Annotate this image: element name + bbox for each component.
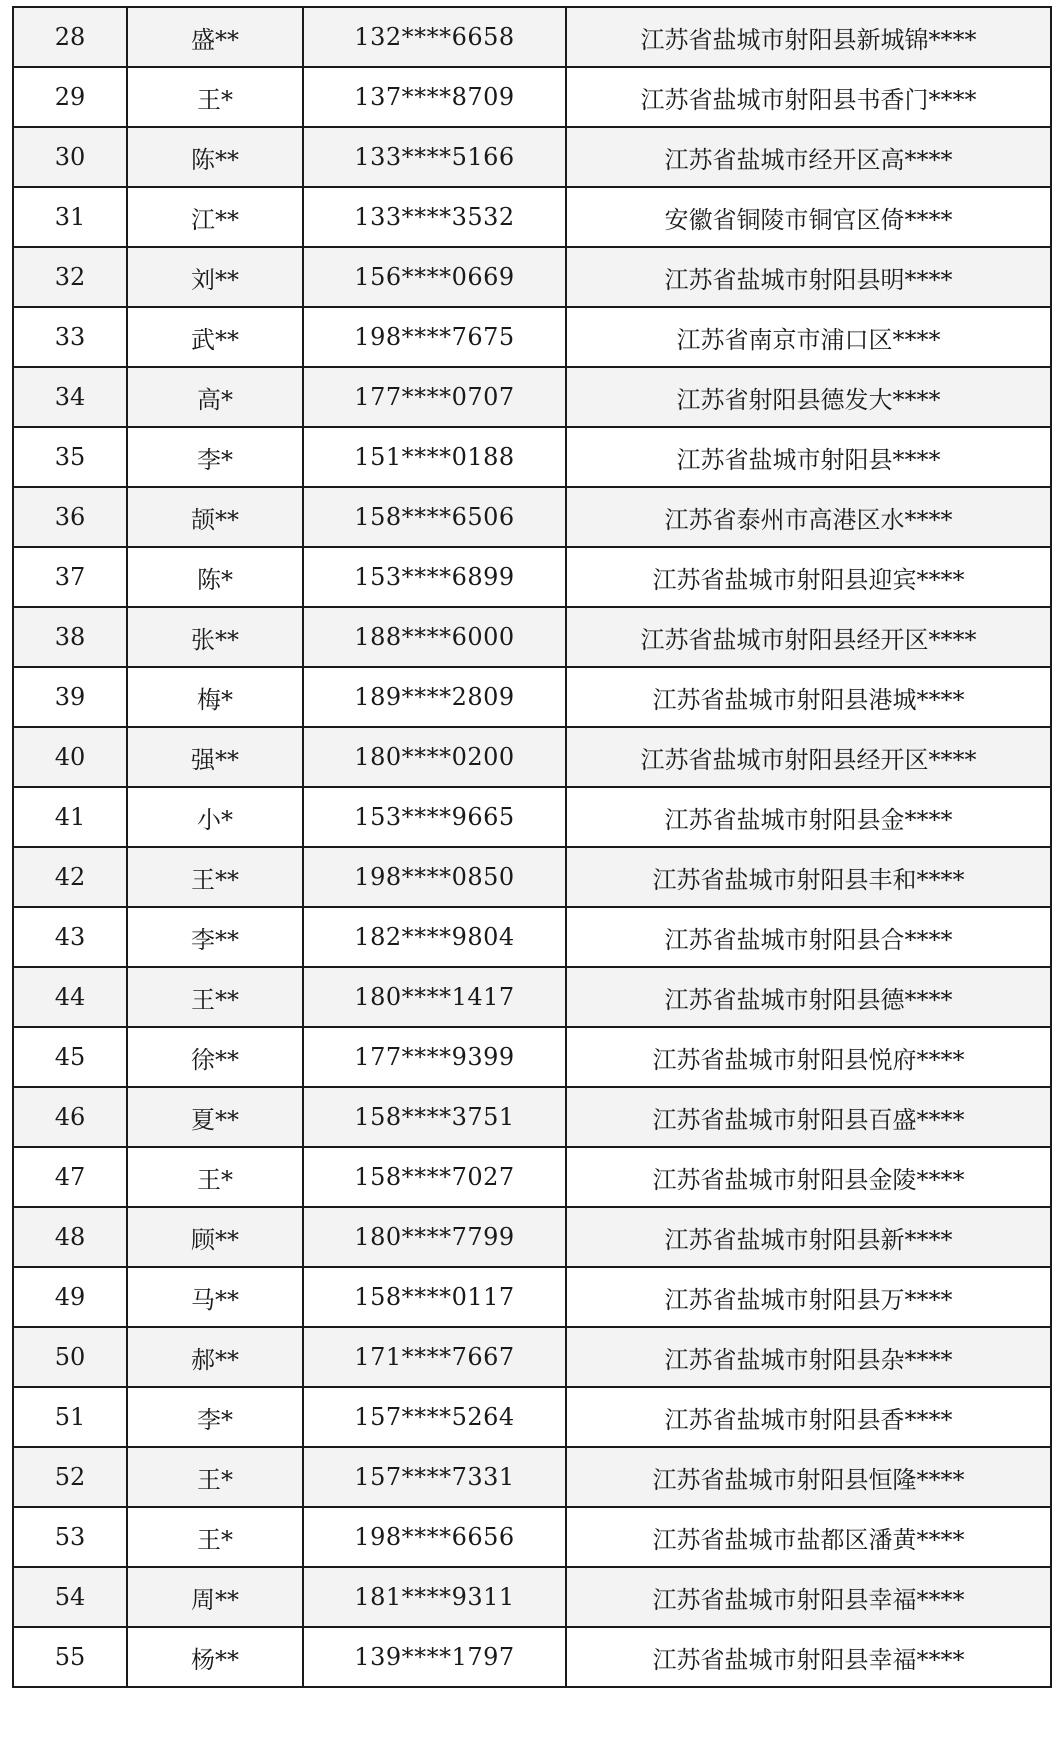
- row-number-cell: 50: [13, 1327, 127, 1387]
- table-row: [13, 907, 1051, 967]
- table-row: [13, 1387, 1051, 1447]
- table-row: [13, 847, 1051, 907]
- masked-phone-cell: 198****0850: [303, 847, 566, 907]
- masked-phone-cell: 137****8709: [303, 67, 566, 127]
- masked-name-cell: 王**: [127, 847, 303, 907]
- table-row: [13, 727, 1051, 787]
- masked-phone-cell: 158****3751: [303, 1087, 566, 1147]
- row-number-cell: 38: [13, 607, 127, 667]
- masked-phone-cell: 158****7027: [303, 1147, 566, 1207]
- masked-name-cell: 王*: [127, 1147, 303, 1207]
- row-number-cell: 45: [13, 1027, 127, 1087]
- table-row: [13, 367, 1051, 427]
- masked-name-cell: 王**: [127, 967, 303, 1027]
- row-number-cell: 39: [13, 667, 127, 727]
- masked-address-cell: 江苏省盐城市射阳县新城锦****: [566, 7, 1051, 67]
- masked-address-cell: 江苏省盐城市射阳县杂****: [566, 1327, 1051, 1387]
- masked-name-cell: 杨**: [127, 1627, 303, 1687]
- masked-name-cell: 刘**: [127, 247, 303, 307]
- masked-address-cell: 江苏省盐城市射阳县书香门****: [566, 67, 1051, 127]
- row-number-cell: 28: [13, 7, 127, 67]
- table-row: [13, 1027, 1051, 1087]
- masked-address-cell: 江苏省盐城市射阳县幸福****: [566, 1627, 1051, 1687]
- table-row: [13, 247, 1051, 307]
- row-number-cell: 41: [13, 787, 127, 847]
- table-row: [13, 187, 1051, 247]
- masked-name-cell: 武**: [127, 307, 303, 367]
- masked-name-cell: 小*: [127, 787, 303, 847]
- row-number-cell: 49: [13, 1267, 127, 1327]
- masked-name-cell: 张**: [127, 607, 303, 667]
- row-number-cell: 53: [13, 1507, 127, 1567]
- table-row: [13, 67, 1051, 127]
- masked-address-cell: 江苏省盐城市经开区高****: [566, 127, 1051, 187]
- masked-address-cell: 江苏省盐城市射阳县万****: [566, 1267, 1051, 1327]
- masked-address-cell: 江苏省盐城市射阳县经开区****: [566, 727, 1051, 787]
- table-row: [13, 427, 1051, 487]
- row-number-cell: 29: [13, 67, 127, 127]
- masked-phone-cell: 133****3532: [303, 187, 566, 247]
- masked-address-cell: 江苏省盐城市射阳县新****: [566, 1207, 1051, 1267]
- masked-name-cell: 顾**: [127, 1207, 303, 1267]
- masked-phone-cell: 158****6506: [303, 487, 566, 547]
- row-number-cell: 31: [13, 187, 127, 247]
- masked-address-cell: 江苏省盐城市射阳县金陵****: [566, 1147, 1051, 1207]
- row-number-cell: 37: [13, 547, 127, 607]
- masked-phone-cell: 188****6000: [303, 607, 566, 667]
- masked-name-cell: 颉**: [127, 487, 303, 547]
- masked-phone-cell: 156****0669: [303, 247, 566, 307]
- table-row: [13, 1507, 1051, 1567]
- masked-address-cell: 江苏省盐城市射阳县明****: [566, 247, 1051, 307]
- winner-list-container: [12, 6, 1052, 1688]
- table-row: [13, 127, 1051, 187]
- masked-phone-cell: 139****1797: [303, 1627, 566, 1687]
- masked-name-cell: 徐**: [127, 1027, 303, 1087]
- masked-address-cell: 江苏省射阳县德发大****: [566, 367, 1051, 427]
- masked-address-cell: 江苏省盐城市射阳县香****: [566, 1387, 1051, 1447]
- masked-phone-cell: 132****6658: [303, 7, 566, 67]
- masked-phone-cell: 153****9665: [303, 787, 566, 847]
- masked-address-cell: 江苏省盐城市射阳县金****: [566, 787, 1051, 847]
- row-number-cell: 33: [13, 307, 127, 367]
- masked-address-cell: 江苏省盐城市射阳县幸福****: [566, 1567, 1051, 1627]
- table-row: [13, 7, 1051, 67]
- table-row: [13, 1627, 1051, 1687]
- masked-phone-cell: 198****7675: [303, 307, 566, 367]
- masked-address-cell: 江苏省盐城市射阳县丰和****: [566, 847, 1051, 907]
- table-row: [13, 1267, 1051, 1327]
- masked-phone-cell: 177****9399: [303, 1027, 566, 1087]
- masked-name-cell: 江**: [127, 187, 303, 247]
- masked-name-cell: 李**: [127, 907, 303, 967]
- table-body: [13, 7, 1051, 1687]
- masked-name-cell: 王*: [127, 1507, 303, 1567]
- masked-phone-cell: 157****7331: [303, 1447, 566, 1507]
- masked-address-cell: 江苏省盐城市射阳县经开区****: [566, 607, 1051, 667]
- masked-name-cell: 郝**: [127, 1327, 303, 1387]
- masked-address-cell: 江苏省盐城市射阳县迎宾****: [566, 547, 1051, 607]
- masked-address-cell: 安徽省铜陵市铜官区倚****: [566, 187, 1051, 247]
- masked-address-cell: 江苏省泰州市高港区水****: [566, 487, 1051, 547]
- row-number-cell: 48: [13, 1207, 127, 1267]
- row-number-cell: 47: [13, 1147, 127, 1207]
- table-row: [13, 1567, 1051, 1627]
- masked-phone-cell: 181****9311: [303, 1567, 566, 1627]
- masked-address-cell: 江苏省盐城市射阳县合****: [566, 907, 1051, 967]
- masked-address-cell: 江苏省盐城市盐都区潘黄****: [566, 1507, 1051, 1567]
- masked-address-cell: 江苏省盐城市射阳县****: [566, 427, 1051, 487]
- row-number-cell: 34: [13, 367, 127, 427]
- masked-phone-cell: 182****9804: [303, 907, 566, 967]
- table-row: [13, 1207, 1051, 1267]
- masked-name-cell: 王*: [127, 1447, 303, 1507]
- masked-phone-cell: 133****5166: [303, 127, 566, 187]
- row-number-cell: 30: [13, 127, 127, 187]
- masked-address-cell: 江苏省盐城市射阳县德****: [566, 967, 1051, 1027]
- masked-phone-cell: 153****6899: [303, 547, 566, 607]
- table-row: [13, 1087, 1051, 1147]
- table-row: [13, 967, 1051, 1027]
- masked-name-cell: 周**: [127, 1567, 303, 1627]
- masked-name-cell: 王*: [127, 67, 303, 127]
- masked-address-cell: 江苏省盐城市射阳县恒隆****: [566, 1447, 1051, 1507]
- masked-phone-cell: 180****1417: [303, 967, 566, 1027]
- row-number-cell: 55: [13, 1627, 127, 1687]
- row-number-cell: 44: [13, 967, 127, 1027]
- row-number-cell: 51: [13, 1387, 127, 1447]
- masked-name-cell: 梅*: [127, 667, 303, 727]
- masked-phone-cell: 158****0117: [303, 1267, 566, 1327]
- row-number-cell: 54: [13, 1567, 127, 1627]
- masked-phone-cell: 177****0707: [303, 367, 566, 427]
- row-number-cell: 43: [13, 907, 127, 967]
- masked-name-cell: 陈*: [127, 547, 303, 607]
- masked-phone-cell: 171****7667: [303, 1327, 566, 1387]
- row-number-cell: 32: [13, 247, 127, 307]
- masked-phone-cell: 189****2809: [303, 667, 566, 727]
- masked-phone-cell: 151****0188: [303, 427, 566, 487]
- row-number-cell: 42: [13, 847, 127, 907]
- masked-address-cell: 江苏省南京市浦口区****: [566, 307, 1051, 367]
- masked-address-cell: 江苏省盐城市射阳县百盛****: [566, 1087, 1051, 1147]
- table-row: [13, 547, 1051, 607]
- table-row: [13, 1327, 1051, 1387]
- masked-name-cell: 强**: [127, 727, 303, 787]
- table-row: [13, 487, 1051, 547]
- masked-phone-cell: 180****0200: [303, 727, 566, 787]
- masked-name-cell: 高*: [127, 367, 303, 427]
- row-number-cell: 40: [13, 727, 127, 787]
- table-row: [13, 307, 1051, 367]
- table-row: [13, 607, 1051, 667]
- masked-name-cell: 盛**: [127, 7, 303, 67]
- masked-name-cell: 李*: [127, 427, 303, 487]
- table-row: [13, 667, 1051, 727]
- masked-phone-cell: 180****7799: [303, 1207, 566, 1267]
- masked-address-cell: 江苏省盐城市射阳县悦府****: [566, 1027, 1051, 1087]
- row-number-cell: 35: [13, 427, 127, 487]
- row-number-cell: 52: [13, 1447, 127, 1507]
- row-number-cell: 36: [13, 487, 127, 547]
- masked-address-cell: 江苏省盐城市射阳县港城****: [566, 667, 1051, 727]
- masked-phone-cell: 198****6656: [303, 1507, 566, 1567]
- masked-name-cell: 陈**: [127, 127, 303, 187]
- winner-list-table: [12, 6, 1052, 1688]
- row-number-cell: 46: [13, 1087, 127, 1147]
- table-row: [13, 1447, 1051, 1507]
- table-row: [13, 787, 1051, 847]
- masked-name-cell: 马**: [127, 1267, 303, 1327]
- table-row: [13, 1147, 1051, 1207]
- masked-phone-cell: 157****5264: [303, 1387, 566, 1447]
- masked-name-cell: 夏**: [127, 1087, 303, 1147]
- masked-name-cell: 李*: [127, 1387, 303, 1447]
